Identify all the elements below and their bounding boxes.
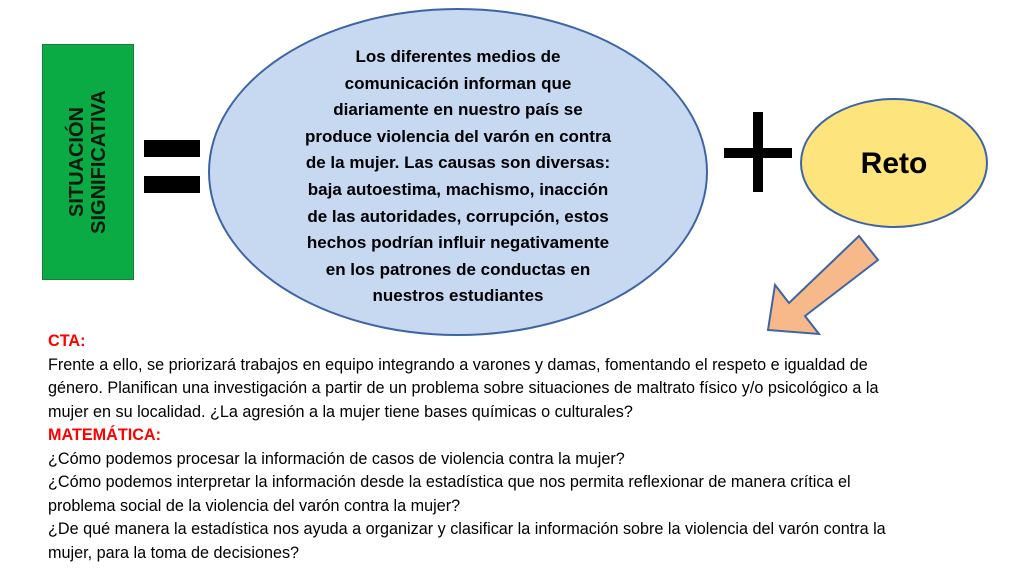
matematica-line: problema social de la violencia del varón contra la mujer? (48, 496, 461, 515)
matematica-line: ¿Cómo podemos interpretar la información desde la estadística que nos permita reflexionar de manera crítica el (48, 473, 851, 491)
matematica-heading: MATEMÁTICA: (48, 426, 161, 444)
body-text (48, 330, 978, 565)
situacion-significativa-label: SITUACIÓN SIGNIFICATIVA (66, 90, 110, 234)
matematica-line: mujer, para la toma de decisiones? (48, 543, 300, 562)
cta-line: Frente a ello, se priorizará trabajos en equipo integrando a varones y damas, fomentando el respeto e igualdad de (48, 355, 868, 374)
reto-label: Reto (860, 147, 928, 180)
description-text: Los diferentes medios de comunicación informan que diariamente en nuestro país se produce violencia del varón en contra de la mujer. Las causas son diversas: baja autoestima, machismo, inacción de las autoridades, corrupción, estos hechos podrían influir negativamente en los patrones de conductas en nuestros estudiantes (304, 47, 612, 306)
cta-line: género. Planifican una investigación a partir de un problema sobre situaciones de maltrato físico y/o psicológico a la (48, 379, 879, 397)
matematica-line: ¿Cómo podemos procesar la información de casos de violencia contra la mujer? (48, 449, 625, 468)
matematica-line: ¿De qué manera la estadística nos ayuda a organizar y clasificar la información sobre la violencia del varón contra la (48, 520, 886, 538)
cta-line: mujer en su localidad. ¿La agresión a la mujer tiene bases químicas o culturales? (48, 402, 633, 421)
cta-heading: CTA: (48, 332, 86, 350)
